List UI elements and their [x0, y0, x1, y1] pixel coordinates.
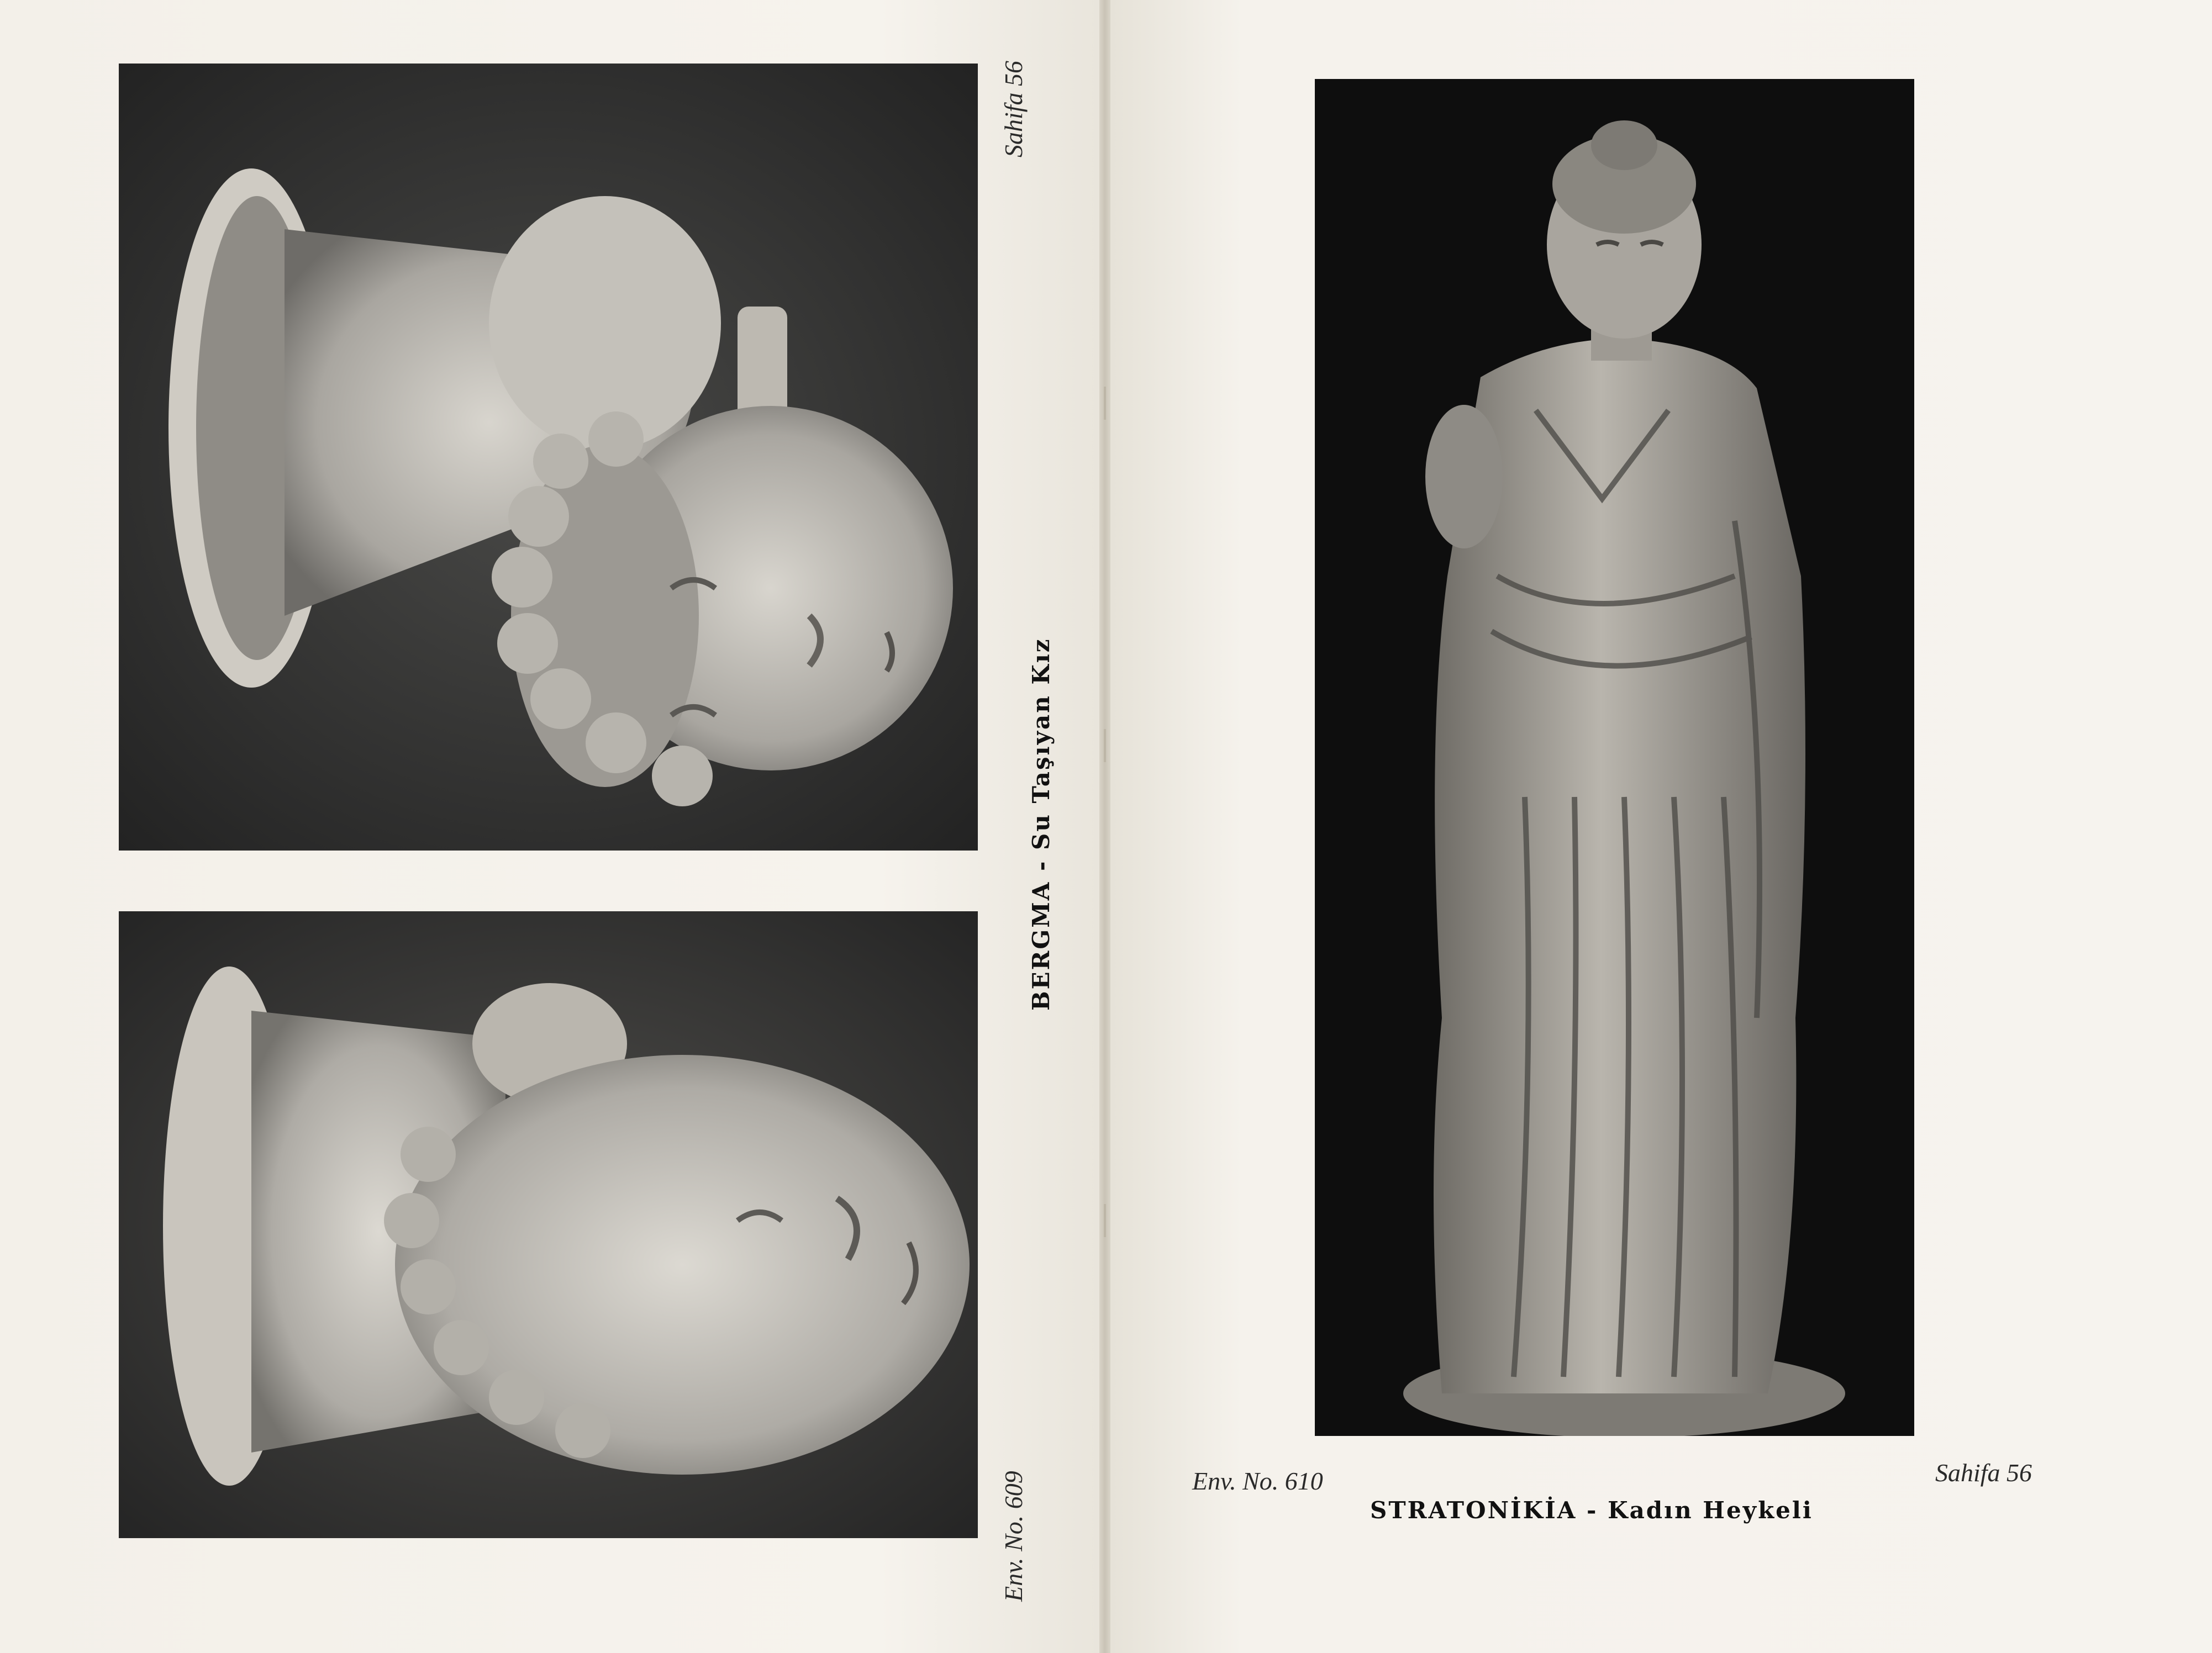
photo-water-carrier-front: [119, 64, 978, 851]
left-caption: BERGMA - Su Taşıyan Kız: [1028, 637, 1055, 1011]
photo-stratonikeia-statue: [1315, 79, 1914, 1436]
binding-stitch: [1104, 1204, 1106, 1237]
book-gutter: [1099, 0, 1110, 1653]
binding-stitch: [1104, 387, 1106, 420]
left-inventory: Env. No. 609: [999, 1471, 1028, 1602]
photo-water-carrier-side: [119, 911, 978, 1538]
right-page-label: Sahifa 56: [1935, 1459, 2032, 1487]
binding-stitch: [1104, 729, 1106, 762]
right-caption: STRATONİKİA - Kadın Heykeli: [1370, 1497, 1813, 1524]
right-inventory: Env. No. 610: [1192, 1467, 1323, 1495]
left-page-label: Sahifa 56: [999, 60, 1028, 157]
